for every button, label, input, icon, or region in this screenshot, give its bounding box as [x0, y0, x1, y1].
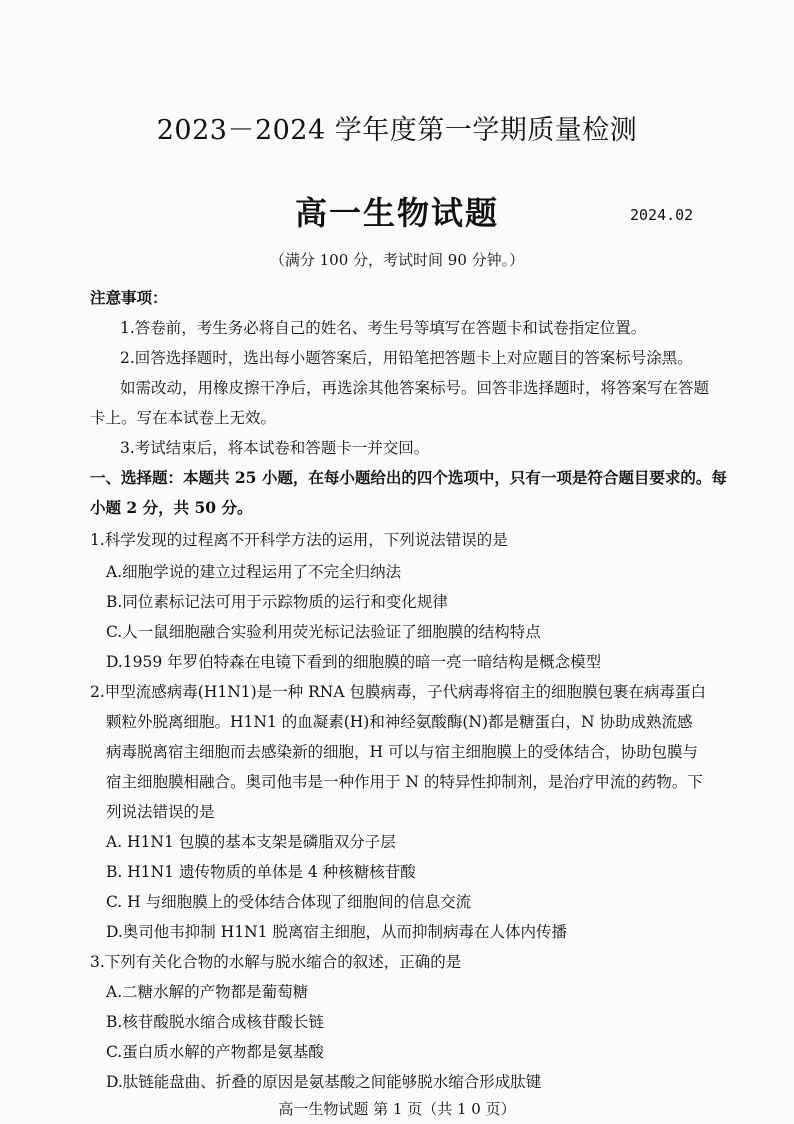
question-2-option: B. H1N1 遗传物质的单体是 4 种核糖核苷酸 — [106, 863, 416, 881]
question-1-stem: 1.科学发现的过程离不开科学方法的运用，下列说法错误的是 — [90, 531, 508, 549]
question-1-option: D.1959 年罗伯特森在电镜下看到的细胞膜的暗一亮一暗结构是概念模型 — [106, 653, 602, 671]
exam-title: 2023－2024 学年度第一学期质量检测 — [156, 115, 638, 146]
notes-heading: 注意事项： — [90, 288, 168, 307]
subject-title: 高一生物试题 — [294, 194, 499, 232]
question-2-stem: 宿主细胞膜相融合。奥司他韦是一种作用于 N 的特异性抑制剂，是治疗甲流的药物。下 — [106, 773, 703, 791]
question-3-option: D.肽链能盘曲、折叠的原因是氨基酸之间能够脱水缩合形成肽键 — [106, 1073, 542, 1091]
question-2-stem: 列说法错误的是 — [106, 803, 215, 821]
note-line: 2.回答选择题时，选出每小题答案后，用铅笔把答题卡上对应题目的答案标号涂黑。 — [120, 349, 693, 367]
question-2-stem: 颗粒外脱离细胞。H1N1 的血凝素(H)和神经氨酸酶(N)都是糖蛋白，N 协助成熟流感 — [106, 713, 693, 731]
section-heading-cont: 小题 2 分，共 50 分。 — [90, 498, 253, 517]
note-line: 3.考试结束后，将本试卷和答题卡一并交回。 — [120, 439, 430, 457]
question-3-option: A.二糖水解的产物都是葡萄糖 — [106, 983, 309, 1001]
note-line: 卡上。写在本试卷上无效。 — [90, 409, 277, 427]
question-2-option: A. H1N1 包膜的基本支架是磷脂双分子层 — [106, 833, 396, 851]
question-3-stem: 3.下列有关化合物的水解与脱水缩合的叙述，正确的是 — [90, 953, 462, 971]
question-2-stem: 病毒脱离宿主细胞而去感染新的细胞，H 可以与宿主细胞膜上的受体结合，协助包膜与 — [106, 743, 698, 761]
question-2-option: C. H 与细胞膜上的受体结合体现了细胞间的信息交流 — [106, 893, 472, 911]
exam-meta: （满分 100 分，考试时间 90 分钟。） — [269, 251, 525, 269]
question-1-option: B.同位素标记法可用于示踪物质的运行和变化规律 — [106, 593, 448, 611]
exam-date: 2024.02 — [630, 206, 694, 224]
page-footer: 高一生物试题 第 1 页（共 1 0 页） — [278, 1100, 516, 1118]
question-3-option: C.蛋白质水解的产物都是氨基酸 — [106, 1043, 324, 1061]
question-1-option: C.人一鼠细胞融合实验利用荧光标记法验证了细胞膜的结构特点 — [106, 623, 541, 641]
note-line: 如需改动，用橡皮擦干净后，再选涂其他答案标号。回答非选择题时，将答案写在答题 — [120, 379, 710, 397]
question-3-option: B.核苷酸脱水缩合成核苷酸长链 — [106, 1013, 324, 1031]
question-2-stem: 2.甲型流感病毒(H1N1)是一种 RNA 包膜病毒，子代病毒将宿主的细胞膜包裹在病毒蛋白 — [90, 683, 706, 701]
question-2-option: D.奥司他韦抑制 H1N1 脱离宿主细胞，从而抑制病毒在人体内传播 — [106, 923, 567, 941]
section-heading: 一、选择题：本题共 25 小题，在每小题给出的四个选项中，只有一项是符合题目要求的。每 — [90, 468, 727, 487]
note-line: 1.答卷前，考生务必将自己的姓名、考生号等填写在答题卡和试卷指定位置。 — [120, 319, 647, 337]
question-1-option: A.细胞学说的建立过程运用了不完全归纳法 — [106, 563, 402, 581]
